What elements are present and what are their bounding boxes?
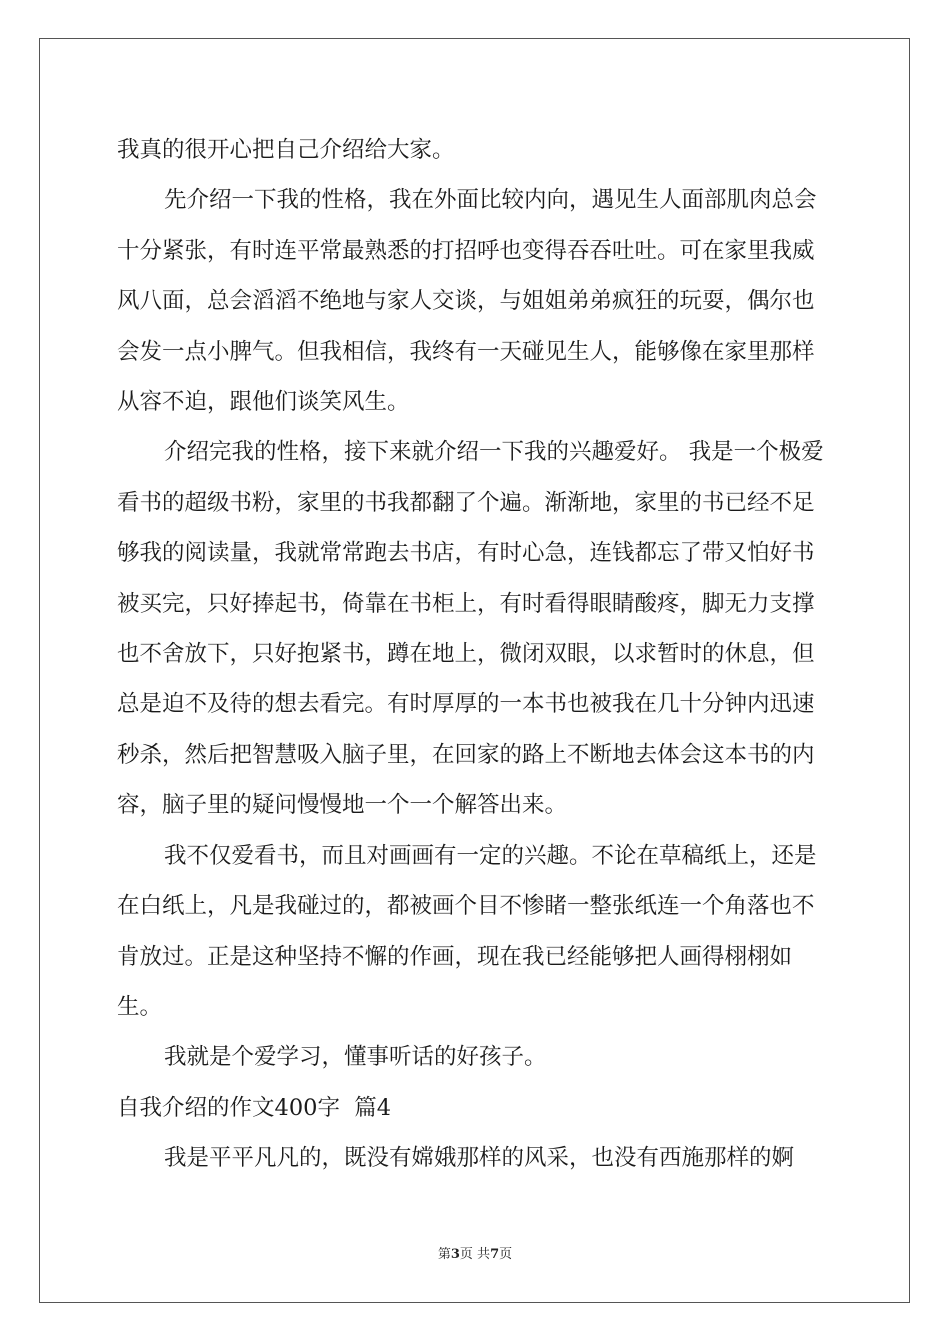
paragraph-3: 介绍完我的性格，接下来就介绍一下我的兴趣爱好。 我是一个极爱看书的超级书粉，家里的书我都翻了个遍。渐渐地，家里的书已经不足够我的阅读量，我就常常跑去书店，有时心急，连钱都忘了带又怕好书被买完，只好捧起书，倚靠在书柜上，有时看得眼睛酸疼，脚无力支撑也不舍放下，只好抱紧书，蹲在地上，微闭双眼，以求暂时的休息，但总是迫不及待的想去看完。有时厚厚的一本书也被我在几十分钟内迅速秒杀，然后把智慧吸入脑子里，在回家的路上不断地去体会这本书的内容，脑子里的疑问慢慢地一个一个解答出来。 xyxy=(117,439,824,819)
footer-suffix: 页 xyxy=(499,1247,513,1262)
footer-total-pages: 7 xyxy=(490,1247,500,1262)
paragraph-4: 我不仅爱看书，而且对画画有一定的兴趣。不论在草稿纸上，还是在白纸上，凡是我碰过的，都被画个目不惨睹一整张纸连一个角落也不肯放过。正是这种坚持不懈的作画，现在我已经能够把人画得栩栩如生。 xyxy=(117,842,817,1020)
paragraph-6: 我是平平凡凡的，既没有嫦娥那样的风采，也没有西施那样的婀 xyxy=(164,1145,795,1172)
document-body xyxy=(117,125,833,1184)
paragraph-5: 我就是个爱学习，懂事听话的好孩子。 xyxy=(164,1044,547,1071)
footer-middle: 页 共 xyxy=(459,1247,491,1262)
section-heading: 自我介绍的作文400字 篇4 xyxy=(117,1094,392,1121)
paragraph-1: 我真的很开心把自己介绍给大家。 xyxy=(117,137,455,163)
page-footer xyxy=(0,1247,950,1263)
footer-prefix: 第 xyxy=(437,1247,451,1262)
paragraph-2: 先介绍一下我的性格，我在外面比较内向，遇见生人面部肌肉总会十分紧张，有时连平常最熟悉的打招呼也变得吞吞吐吐。可在家里我威风八面，总会滔滔不绝地与家人交谈，与姐姐弟弟疯狂的玩耍，偶尔也会发一点小脾气。但我相信，我终有一天碰见生人，能够像在家里那样从容不迫，跟他们谈笑风生。 xyxy=(117,187,817,416)
footer-current-page: 3 xyxy=(450,1247,460,1262)
